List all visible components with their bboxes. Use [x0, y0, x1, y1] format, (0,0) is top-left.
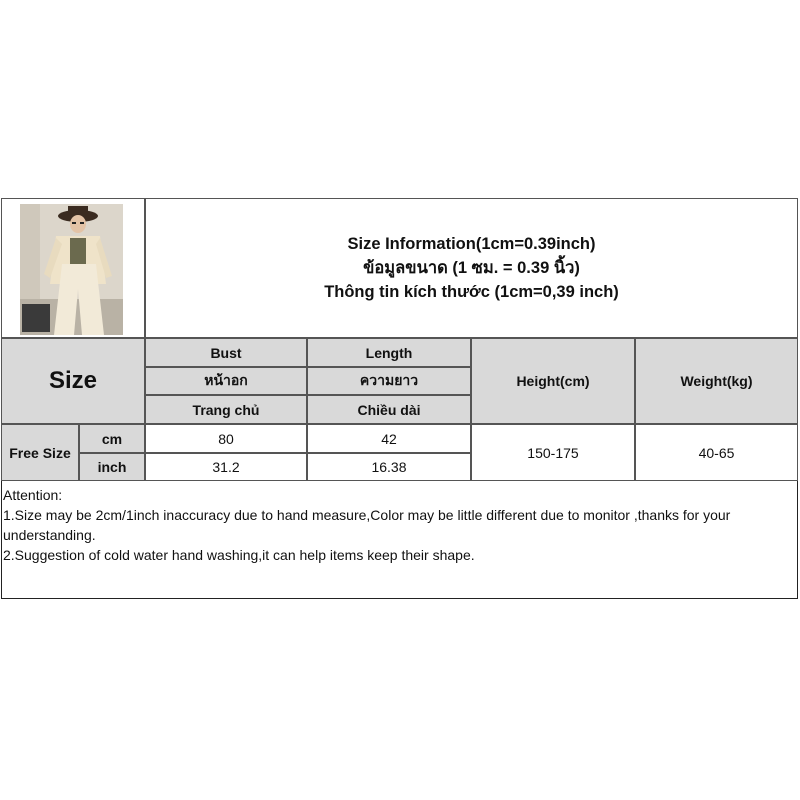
product-photo [20, 204, 123, 335]
bust-cm-value: 80 [218, 430, 234, 447]
length-inch-cell [307, 453, 471, 481]
model-image [20, 204, 123, 335]
unit-cm: cm [101, 430, 123, 447]
length-cm-cell [307, 424, 471, 453]
bust-header-vi [145, 395, 307, 424]
bust-header-en [145, 338, 307, 367]
height-label: Height(cm) [516, 373, 590, 389]
bust-label-en: Bust [210, 344, 242, 361]
length-header-th [307, 367, 471, 395]
bust-label-vi: Trang chủ [192, 401, 260, 418]
bust-inch-cell [145, 453, 307, 481]
attention-note-1: 1.Size may be 2cm/1inch inaccuracy due to hand measure,Color may be little different due to monitor ,thanks for your understanding. [3, 507, 731, 543]
length-label-th: ความยาว [359, 372, 419, 388]
weight-value: 40-65 [698, 444, 735, 461]
header-line-en: Size Information(1cm=0.39inch) [347, 235, 596, 253]
unit-inch: inch [97, 459, 127, 475]
bust-label-th: หน้าอก [204, 372, 248, 388]
height-header [471, 338, 635, 424]
bust-cm-cell [145, 424, 307, 453]
free-size-label-cell [1, 424, 79, 481]
bust-header-th [145, 367, 307, 395]
size-info-header [145, 198, 798, 338]
unit-inch-cell [79, 453, 145, 481]
attention-notes [3, 485, 798, 565]
header-line-vi: Thông tin kích thước (1cm=0,39 inch) [324, 283, 619, 301]
weight-header [635, 338, 798, 424]
length-header-vi [307, 395, 471, 424]
length-cm-value: 42 [381, 430, 397, 447]
length-label-en: Length [365, 344, 413, 361]
length-label-vi: Chiều dài [357, 401, 421, 418]
header-line-th: ข้อมูลขนาด (1 ซม. = 0.39 นิ้ว) [363, 259, 580, 277]
weight-label: Weight(kg) [680, 373, 753, 389]
attention-note-2: 2.Suggestion of cold water hand washing,it can help items keep their shape. [3, 547, 475, 563]
size-header-label: Size [48, 367, 98, 394]
bust-inch-value: 31.2 [212, 459, 240, 475]
unit-cm-cell [79, 424, 145, 453]
height-value: 150-175 [527, 444, 579, 461]
weight-value-cell [635, 424, 798, 481]
size-header [1, 338, 145, 424]
free-size-label: Free Size [9, 444, 71, 461]
length-header-en [307, 338, 471, 367]
attention-title: Attention: [3, 487, 63, 503]
height-value-cell [471, 424, 635, 481]
length-inch-value: 16.38 [371, 459, 407, 475]
